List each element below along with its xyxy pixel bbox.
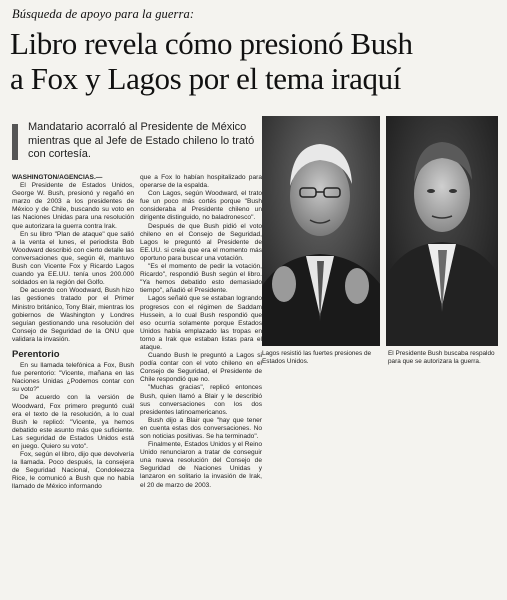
kicker: Búsqueda de apoyo para la guerra: (12, 7, 195, 21)
headline (10, 26, 500, 96)
deck-rule (12, 124, 18, 160)
paragraph: "Muchas gracias", replicó entonces Bush, quien llamó a Blair y le describió sus conversaciones con los dos presidentes latinoamericanos. (140, 384, 262, 416)
article-column-1 (12, 174, 134, 492)
paragraph: Fox, según el libro, dijo que devolvería la llamada. Poco después, la consejera de Seguridad Nacional, Condoleezza Rice, le comunicó a Bush que no había llamado de México informando (12, 451, 134, 491)
paragraph: Con Lagos, según Woodward, el trato fue un poco más cortés porque "Bush consideraba al Presidente chileno un dirigente distinguido, no baladronesco". (140, 190, 262, 222)
lagos-portrait-illustration (262, 116, 380, 346)
headline-line-1: Libro revela cómo presionó Bush (10, 26, 413, 61)
paragraph: De acuerdo con Woodward, Bush hizo las gestiones tratado por el Primer Ministro británico, Tony Blair, mientras los gobiernos de Washington y Londres seguían gestionando una resolución del Consejo de Seguridad de la ONU que validara la invasión. (12, 287, 134, 343)
dateline: WASHINGTON/AGENCIAS.— (12, 174, 103, 181)
deck: Mandatario acorraló al Presidente de México mientras que al Jefe de Estado chileno lo trató con cortesía. (28, 121, 255, 160)
bush-photo (386, 116, 498, 346)
paragraph: De acuerdo con la versión de Woodward, Fox primero preguntó cuál era el texto de la resolución, a lo cual Bush le replicó: "Vicente, ya hemos debatido este asunto más que suficiente. Las seguridad de Estados Unidos está en juego. Quiero su voto". (12, 394, 134, 450)
paragraph: que a Fox lo habían hospitalizado para operarse de la espalda. (140, 174, 262, 190)
paragraph: Finalmente, Estados Unidos y el Reino Unido renunciaron a tratar de conseguir una nueva resolución del Consejo de Seguridad de Naciones Unidas y lanzaron en solitario la invasión de Irak, el 20 de marzo de 2003. (140, 441, 262, 489)
bush-caption: El Presidente Bush buscaba respaldo para que se autorizara la guerra. (388, 350, 495, 365)
paragraph: "Es el momento de pedir la votación, Ricardo", respondió Bush según el libro. "Ya hemos debatido esto demasiado tiempo", añadió el Presidente. (140, 263, 262, 295)
lagos-caption: Lagos resistió las fuertes presiones de Estados Unidos. (262, 350, 372, 365)
subhead: Perentorio (12, 348, 60, 360)
paragraph: En su llamada telefónica a Fox, Bush fue perentorio: "Vicente, mañana en las Naciones Unidas ¿Podemos contar con su voto?" (12, 362, 134, 394)
article-column-2 (140, 174, 262, 490)
paragraph: El Presidente de Estados Unidos, George W. Bush, presionó y regañó en marzo de 2003 a los presidentes de México y de Chile, buscando su voto en las Naciones Unidas para una resolución que autorizara la guerra contra Irak. (12, 182, 134, 230)
bush-portrait-illustration (386, 116, 498, 346)
paragraph: Lagos señaló que se estaban logrando progresos con el régimen de Saddam Hussein, a lo cual Bush respondió que eso ocurría solamente porque Estados Unidos había emplazado las tropas en torno a Irak que estaban listas para el ataque. (140, 295, 262, 351)
paragraph: Después de que Bush pidió el voto chileno en el Consejo de Seguridad, Lagos le preguntó al Presidente de EE.UU. si creía que era el momento más oportuno para buscar una votación. (140, 222, 262, 262)
paragraph: Cuando Bush le preguntó a Lagos si podía contar con el voto chileno en el Consejo de Seguridad, el Presidente de Chile respondió que no. (140, 352, 262, 384)
paragraph: Bush dijo a Blair que "hay que tener en cuenta estas dos conversaciones. No son noticias positivas. Se ha terminado". (140, 416, 262, 440)
headline-line-2: a Fox y Lagos por el tema iraquí (10, 61, 401, 96)
lagos-photo (262, 116, 380, 346)
paragraph: En su libro "Plan de ataque" que salió a la venta el lunes, el periodista Bob Woodward describió con cierto detalle las conversaciones que, según él, mantuvo Bush con Vicente Fox y Ricardo Lagos cuando ya EE.UU. tenía unos 200.000 soldados en la región del Golfo. (12, 230, 134, 287)
